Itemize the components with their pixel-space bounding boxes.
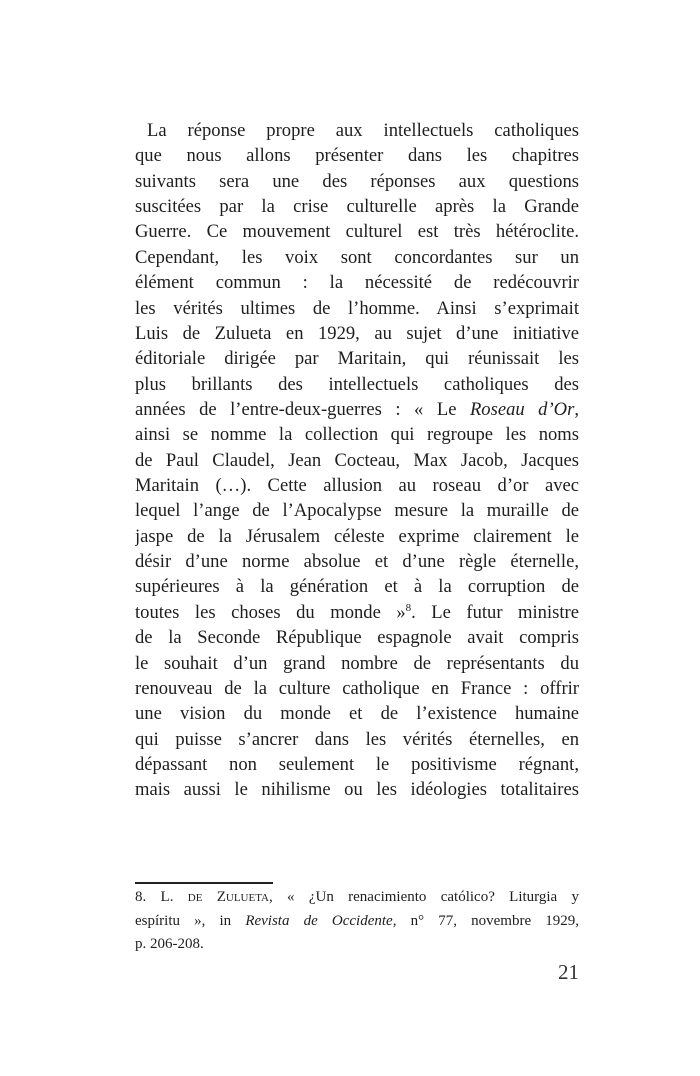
footnote-author: de Zulueta bbox=[187, 889, 269, 905]
text-line: ainsi se nomme la collection qui regroupe les noms bbox=[135, 424, 579, 446]
text-line: Guerre. Ce mouvement culturel est très hétéroclite. bbox=[135, 221, 579, 243]
text: , bbox=[574, 398, 579, 420]
page-number: 21 bbox=[558, 960, 579, 984]
text-line: jaspe de la Jérusalem céleste exprime clairement le bbox=[135, 525, 579, 547]
footnote-journal: Revista de Occidente bbox=[245, 912, 393, 929]
footnote-line bbox=[135, 910, 579, 934]
text: années de l’entre-deux-guerres : « Le bbox=[135, 398, 470, 420]
text-line: que nous allons présenter dans les chapitres bbox=[135, 145, 579, 167]
text-line: supérieures à la génération et à la corruption de bbox=[135, 576, 579, 598]
text-line: de la Seconde République espagnole avait compris bbox=[135, 627, 579, 649]
text-line-with-footnote-ref bbox=[135, 600, 579, 625]
text-line: renouveau de la culture catholique en France : offrir bbox=[135, 677, 579, 699]
footnote-number: 8. L. bbox=[135, 889, 188, 905]
text-line: de Paul Claudel, Jean Cocteau, Max Jacob, Jacques bbox=[135, 449, 579, 471]
text-line: une vision du monde et de l’existence humaine bbox=[135, 703, 579, 725]
text-line: mais aussi le nihilisme ou les idéologies totalitaires bbox=[135, 779, 579, 801]
footnote-separator bbox=[135, 882, 273, 884]
text-line: Maritain (…). Cette allusion au roseau d’or avec bbox=[135, 475, 579, 497]
text-line: désir d’une norme absolue et d’une règle éternelle, bbox=[135, 551, 579, 573]
footnote-reference[interactable]: 8 bbox=[405, 601, 412, 614]
footnote-line: p. 206-208. bbox=[135, 936, 204, 952]
footnote bbox=[135, 886, 579, 957]
text-line: lequel l’ange de l’Apocalypse mesure la muraille de bbox=[135, 500, 579, 522]
text-line: élément commun : la nécessité de redécouvrir bbox=[135, 272, 579, 294]
text-line: suscitées par la crise culturelle après la Grande bbox=[135, 196, 579, 218]
text-line: les vérités ultimes de l’homme. Ainsi s’exprimait bbox=[135, 297, 579, 319]
text-line: La réponse propre aux intellectuels catholiques bbox=[147, 120, 579, 141]
text: , n° 77, novembre 1929, bbox=[392, 912, 579, 929]
text-line: le souhait d’un grand nombre de représentants du bbox=[135, 652, 579, 674]
text: espíritu », in bbox=[135, 912, 246, 929]
body-paragraph bbox=[135, 118, 579, 803]
text-line-with-italic bbox=[135, 397, 579, 422]
text: toutes les choses du monde » bbox=[135, 601, 406, 623]
text-line: qui puisse s’ancrer dans les vérités éternelles, en bbox=[135, 728, 579, 750]
text-line: suivants sera une des réponses aux questions bbox=[135, 170, 579, 192]
text-line: Luis de Zulueta en 1929, au sujet d’une initiative bbox=[135, 322, 579, 344]
text-line: dépassant non seulement le positivisme régnant, bbox=[135, 753, 579, 775]
text-line: éditoriale dirigée par Maritain, qui réunissait les bbox=[135, 348, 579, 370]
text-line: Cependant, les voix sont concordantes sur un bbox=[135, 246, 579, 268]
text-line: plus brillants des intellectuels catholiques des bbox=[135, 373, 579, 395]
footnote-line bbox=[135, 886, 579, 910]
text: . Le futur ministre bbox=[411, 601, 579, 623]
footnote-title: , « ¿Un renacimiento católico? Liturgia y bbox=[269, 889, 579, 905]
italic-title: Roseau d’Or bbox=[469, 398, 575, 420]
